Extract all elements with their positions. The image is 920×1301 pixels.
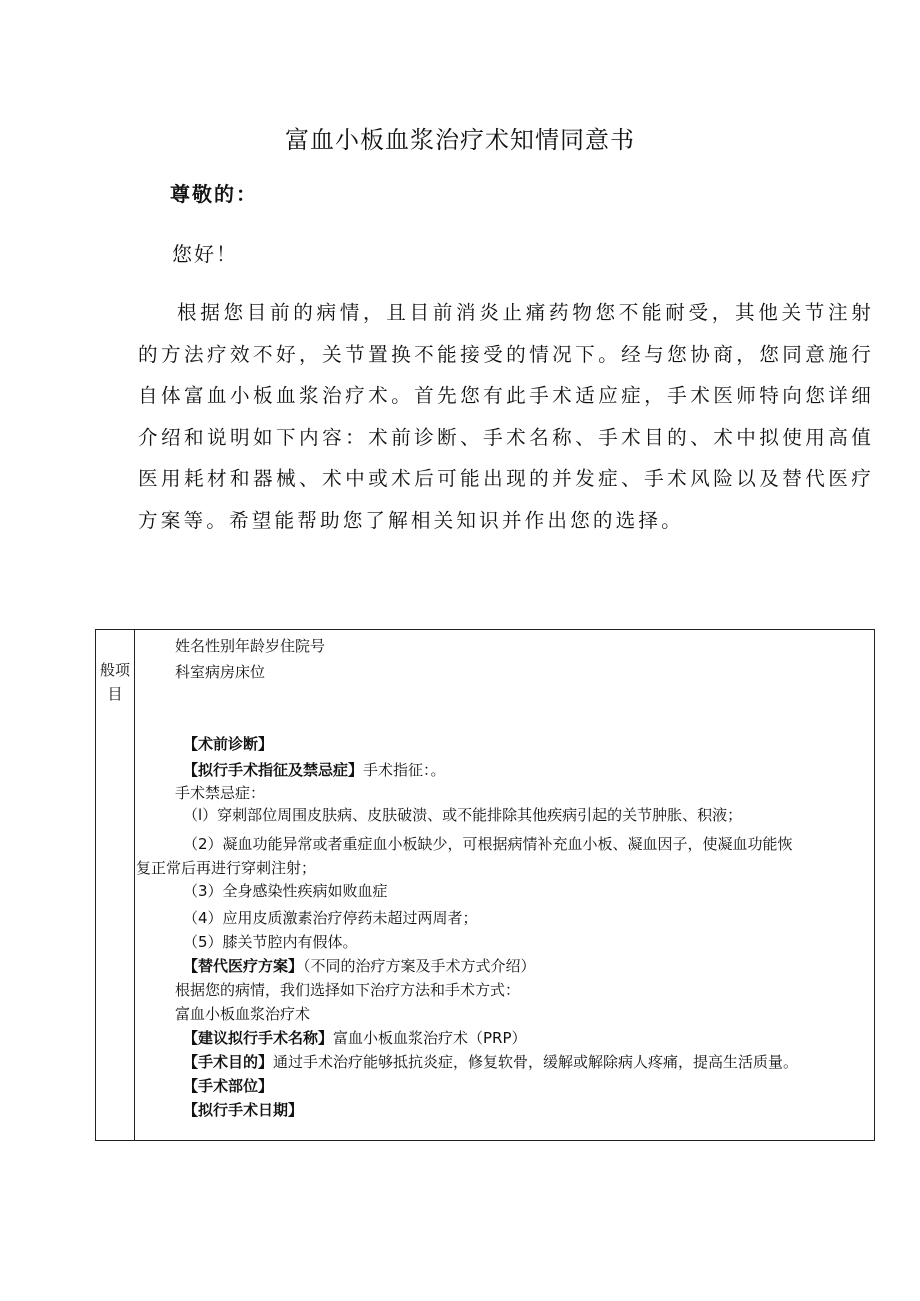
general-items-label [96,658,134,706]
contraindication-1: （l）穿刺部位周围皮肤病、皮肤破溃、或不能排除其他疾病引起的关节肿胀、积液； [183,806,743,824]
method-name: 富血小板血浆治疗术 [175,1005,311,1023]
proposed-surgery-row [183,1028,527,1048]
side-label-line-1: 般项 [99,661,130,679]
alternative-plan-row [183,956,536,976]
contraindication-3: （3）全身感染性疾病如败血症 [183,882,388,900]
alternative-plan-note: （不同的治疗方案及手术方式介绍） [303,957,536,975]
intro-paragraph: 根据您目前的病情，且目前消炎止痛药物您不能耐受，其他关节注射的方法疗效不好，关节置换不能接受的情况下。经与您协商，您同意施行自体富血小板血浆治疗术。首先您有此手术适应症，手术医师特向您详细介绍和说明如下内容：术前诊断、手术名称、手术目的、术中拟使用高值医用耗材和器械、术中或术后可能出现的并发症、手术风险以及替代医疗方案等。希望能帮助您了解相关知识并作出您的选择。 [138,301,874,532]
contraindications-label: 手术禁忌症： [175,784,266,802]
greeting: 您好！ [172,242,238,266]
column-divider [134,630,135,1140]
proposed-surgery-value: 富血小板血浆治疗术（PRP） [333,1029,527,1047]
alternative-plan-heading: 【替代医疗方案】 [183,957,304,975]
surgery-date-heading: 【拟行手术日期】 [183,1101,304,1119]
indications-heading: 【拟行手术指征及禁忌症】 [183,761,364,779]
indications-text: 手术指征：。 [363,761,446,779]
indications-row [183,760,446,780]
surgery-purpose-value: 通过手术治疗能够抵抗炎症，修复软骨，缓解或解除病人疼痛，提高生活质量。 [273,1053,799,1071]
contraindication-5: （5）膝关节腔内有假体。 [183,933,358,951]
surgery-purpose-row [183,1052,798,1072]
surgery-purpose-heading: 【手术目的】 [183,1053,274,1071]
consent-form-table [95,629,875,1141]
side-label-line-2: 目 [107,685,123,703]
choice-text: 根据您的病情，我们选择如下治疗方法和手术方式： [175,981,521,999]
document-title: 富血小板血浆治疗术知情同意书 [285,126,635,154]
patient-fields-row-2: 科室病房床位 [175,663,266,681]
contraindication-2a: （2）凝血功能异常或者重症血小板缺少，可根据病情补充血小板、凝血因子，使凝血功能恢 [183,835,793,853]
preop-diagnosis-heading: 【术前诊断】 [183,735,274,753]
salutation: 尊敬的： [170,182,258,206]
surgery-site-heading: 【手术部位】 [183,1077,274,1095]
proposed-surgery-heading: 【建议拟行手术名称】 [183,1029,334,1047]
contraindication-2b: 复正常后再进行穿刺注射； [136,859,317,877]
contraindication-4: （4）应用皮质激素治疗停药未超过两周者； [183,909,478,927]
patient-fields-row-1: 姓名性别年龄岁住院号 [175,637,326,655]
